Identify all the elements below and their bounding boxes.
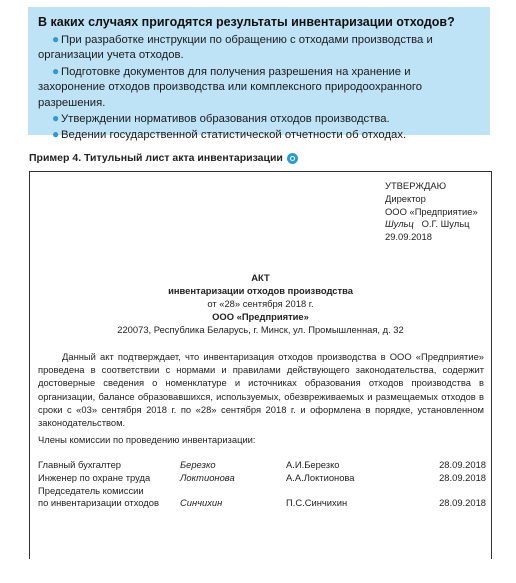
approve-date: 29.09.2018 <box>385 231 432 243</box>
org-name: ООО «Предприятие» <box>212 311 309 322</box>
approve-signature-line <box>385 218 478 231</box>
act-heading: АКТ <box>251 272 270 283</box>
act-date: от «28» сентября 2018 г. <box>207 298 314 309</box>
table-row: Главный бухгалтер Березко А.И.Березко 28.09.2018 <box>38 459 486 470</box>
info-box-title: В каких случаях пригодятся результаты инвентаризации отходов? <box>38 15 455 29</box>
act-subheading: инвентаризации отходов производства <box>168 285 353 296</box>
org-address: 220073, Республика Беларусь, г. Минск, ул. Промышленная, д. 32 <box>117 324 404 335</box>
approve-label: УТВЕРЖДАЮ <box>385 180 447 191</box>
info-box <box>28 7 490 142</box>
info-box-item: ● Ведении государственной статистической отчетности об отходах. <box>52 127 407 142</box>
qr-link-icon[interactable] <box>287 153 298 164</box>
approve-position: Директор <box>385 192 426 204</box>
approve-name: О.Г. Шульц <box>421 218 470 230</box>
approve-signature: Шульц <box>385 218 414 230</box>
info-box-item: ● При разработке инструкции по обращению с отходами производства и организации учета отходов. <box>38 32 433 62</box>
approve-org: ООО «Предприятие» <box>385 205 478 217</box>
info-box-item: ● Подготовке документов для получения разрешения на хранение и захоронение отходов производства или комплексного природоохранного разрешения. <box>38 63 423 109</box>
example-title: Пример 4. Титульный лист акта инвентаризации <box>29 152 298 164</box>
table-row: по инвентаризации отходов Синчихин П.С.Синчихин 28.09.2018 <box>38 497 486 509</box>
act-body: Данный акт подтверждает, что инвентаризация отходов производства в ООО «Предприятие» проведена в соответствии с нормами и правилами действующего законодательства, содержит достоверные сведения о номенклатуре и источниках образования отходов производства в организации, балансе образовавшихся, используемых, обезвреживаемых и размещаемых отходов в сроки с «03» сентября 2018 г. по «28» сентября 2018 г. и оформлена в порядке, установленном законодательством. <box>38 351 484 429</box>
bullet-icon: ● <box>52 111 60 126</box>
members-label: Члены комиссии по проведению инвентаризации: <box>38 434 256 445</box>
table-row: Инженер по охране труда Локтионова А.А.Локтионова 28.09.2018 <box>38 471 486 483</box>
act-document <box>29 171 492 559</box>
info-box-list <box>38 32 480 144</box>
bullet-icon: ● <box>52 127 60 142</box>
approval-block <box>385 180 478 244</box>
bullet-icon: ● <box>52 32 60 46</box>
bullet-icon: ● <box>52 63 60 78</box>
info-box-item: ● Утверждении нормативов образования отходов производства. <box>52 111 390 126</box>
table-row: Председатель комиссии <box>38 484 144 496</box>
members-table <box>38 459 486 510</box>
